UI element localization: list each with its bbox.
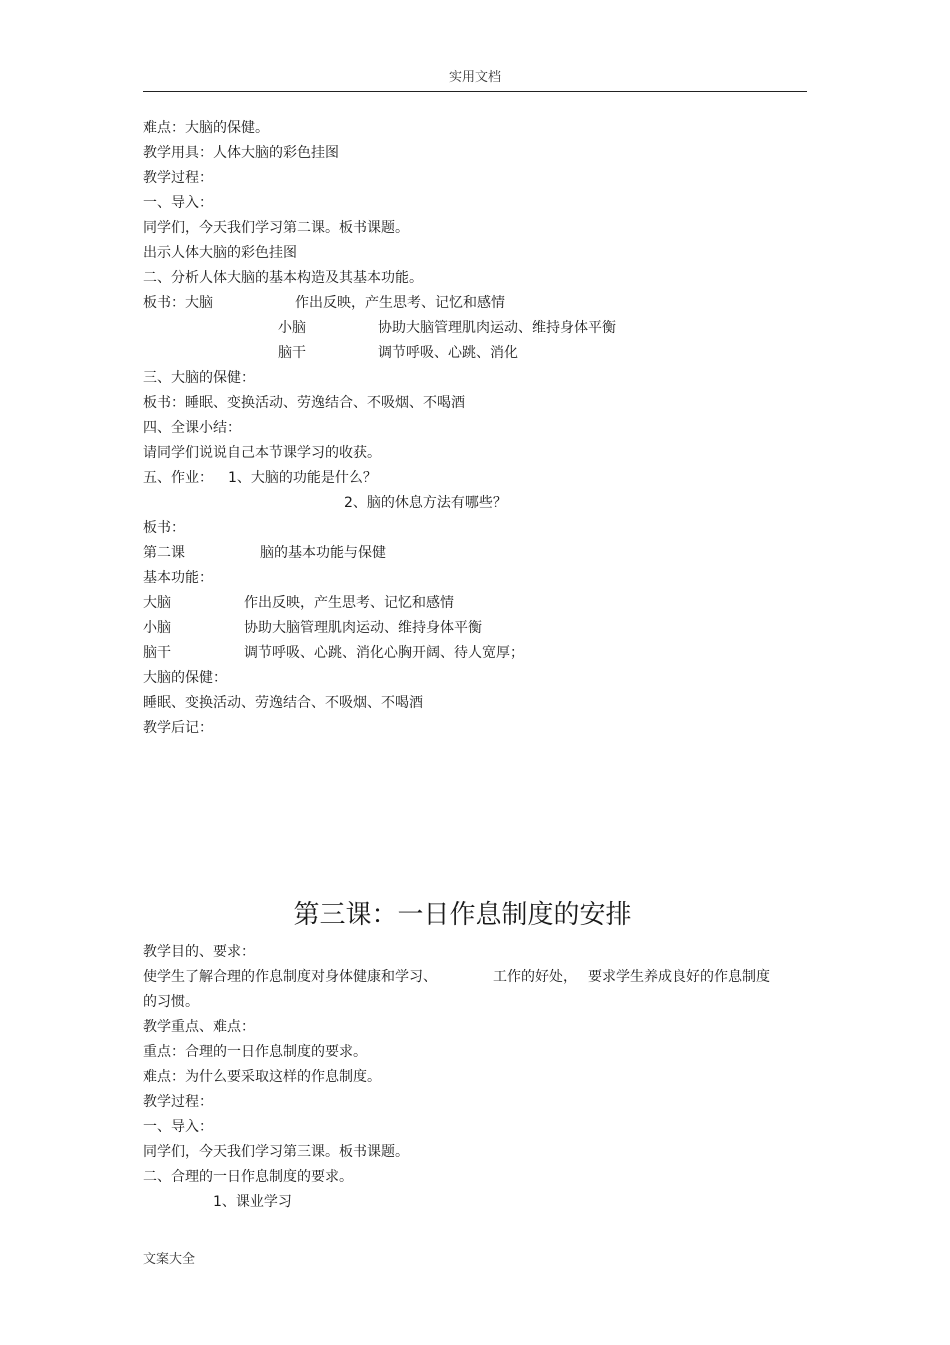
lesson-title: 第三课：一日作息制度的安排	[293, 900, 632, 930]
text-line: 2、脑的休息方法有哪些？	[344, 495, 507, 511]
text-line: 睡眠、变换活动、劳逸结合、不吸烟、不喝酒	[143, 695, 423, 711]
text-line: 小脑	[143, 620, 171, 636]
text-line: 工作的好处，	[493, 969, 577, 985]
text-line: 同学们，今天我们学习第二课。板书课题。	[143, 220, 409, 236]
text-line: 难点：为什么要采取这样的作息制度。	[143, 1069, 381, 1085]
text-line: 四、全课小结：	[143, 420, 241, 436]
text-line: 作出反映，产生思考、记忆和感情	[295, 295, 505, 311]
header-rule	[143, 91, 807, 92]
text-line: 基本功能：	[143, 570, 213, 586]
text-line: 小脑	[278, 320, 306, 336]
text-line: 调节呼吸、心跳、消化	[378, 345, 518, 361]
text-line: 教学过程：	[143, 1094, 213, 1110]
text-line: 使学生了解合理的作息制度对身体健康和学习、	[143, 969, 437, 985]
text-line: 协助大脑管理肌肉运动、维持身体平衡	[244, 620, 482, 636]
text-line: 二、合理的一日作息制度的要求。	[143, 1169, 353, 1185]
text-line: 出示人体大脑的彩色挂图	[143, 245, 297, 261]
text-line: 教学重点、难点：	[143, 1019, 255, 1035]
text-line: 调节呼吸、心跳、消化心胸开阔、待人宽厚；	[244, 645, 524, 661]
text-line: 脑干	[278, 345, 306, 361]
text-line: 一、导入：	[143, 195, 213, 211]
text-line: 教学过程：	[143, 170, 213, 186]
text-line: 二、分析人体大脑的基本构造及其基本功能。	[143, 270, 423, 286]
text-line: 协助大脑管理肌肉运动、维持身体平衡	[378, 320, 616, 336]
text-line: 1、大脑的功能是什么？	[228, 470, 377, 486]
text-line: 脑干	[143, 645, 171, 661]
text-line: 同学们，今天我们学习第三课。板书课题。	[143, 1144, 409, 1160]
text-line: 大脑	[143, 595, 171, 611]
text-line: 脑的基本功能与保健	[260, 545, 386, 561]
text-line: 重点：合理的一日作息制度的要求。	[143, 1044, 367, 1060]
text-line: 教学后记：	[143, 720, 213, 736]
text-line: 大脑的保健：	[143, 670, 227, 686]
page-footer: 文案大全	[143, 1252, 196, 1267]
text-line: 三、大脑的保健：	[143, 370, 255, 386]
text-line: 要求学生养成良好的作息制度	[588, 969, 770, 985]
text-line: 教学目的、要求：	[143, 944, 255, 960]
text-line: 1、课业学习	[213, 1194, 292, 1210]
text-line: 难点：大脑的保健。	[143, 120, 269, 136]
text-line: 板书：大脑	[143, 295, 213, 311]
text-line: 五、作业：	[143, 470, 213, 486]
text-line: 请同学们说说自己本节课学习的收获。	[143, 445, 381, 461]
page-header: 实用文档	[448, 70, 501, 85]
text-line: 的习惯。	[143, 994, 199, 1010]
text-line: 作出反映，产生思考、记忆和感情	[244, 595, 454, 611]
text-line: 教学用具：人体大脑的彩色挂图	[143, 145, 339, 161]
text-line: 一、导入：	[143, 1119, 213, 1135]
text-line: 第二课	[143, 545, 185, 561]
text-line: 板书：睡眠、变换活动、劳逸结合、不吸烟、不喝酒	[143, 395, 465, 411]
text-line: 板书：	[143, 520, 185, 536]
